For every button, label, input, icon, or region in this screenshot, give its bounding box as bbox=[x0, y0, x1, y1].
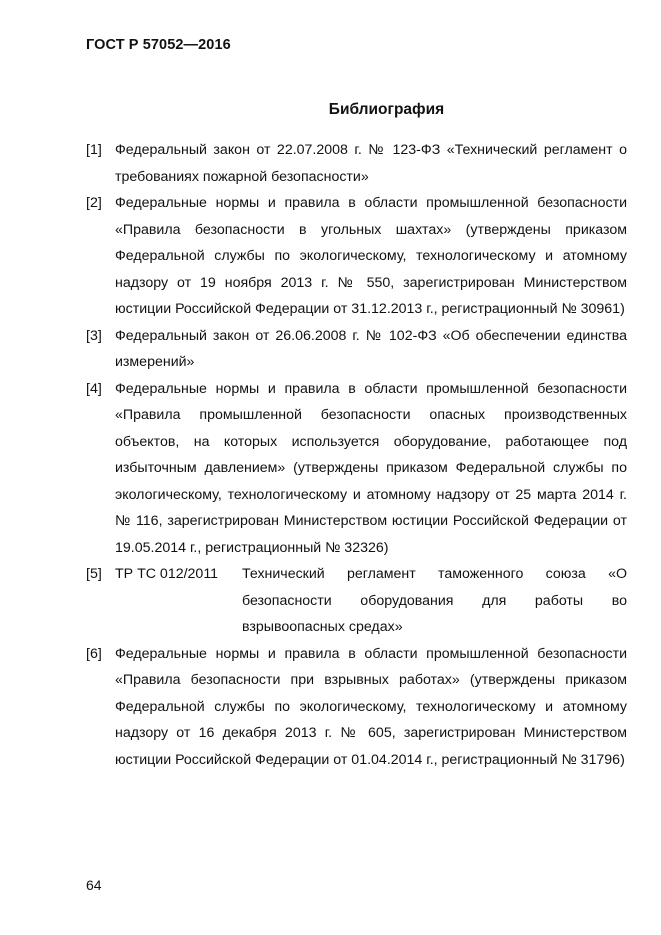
bibliography-list bbox=[86, 137, 627, 773]
bibliography-entry bbox=[86, 137, 627, 190]
page-number: 64 bbox=[86, 877, 102, 893]
document-standard-header: ГОСТ Р 57052—2016 bbox=[86, 37, 231, 53]
entry-number: [3] bbox=[86, 327, 102, 344]
bibliography-entry bbox=[86, 561, 627, 641]
entry-number: [1] bbox=[86, 142, 102, 158]
entry-text: Технический регламент таможенного союза «О безопасности оборудования для работы во взрывоопасных средах» bbox=[242, 566, 627, 635]
entry-text: Федеральные нормы и правила в области промышленной безопасности «Правила безопасности в угольных шахтах» (утверждены приказом Федеральной службы по экологическому, технологическому и атомному надзору от 19 ноября 2013 г. № 550, зарегистрирован Министерством юстиции Российской Федерации от 31.12.2013 г., регистрационный № 30961) bbox=[115, 195, 627, 317]
bibliography-entry bbox=[86, 190, 627, 323]
entry-number: [2] bbox=[86, 195, 102, 211]
entry-number: [6] bbox=[86, 645, 102, 662]
bibliography-entry bbox=[86, 323, 627, 376]
bibliography-entry bbox=[86, 641, 627, 774]
page-title: Библиография bbox=[328, 101, 445, 118]
entry-number: [4] bbox=[86, 380, 102, 397]
entry-text: Федеральные нормы и правила в области промышленной безопасности «Правила безопасности при взрывных работах» (утверждены приказом Федеральной службы по экологическому, технологическому и атомному надзору от 16 декабря 2013 г. № 605, зарегистрирован Министерством юстиции Российской Федерации от 01.04.2014 г., регистрационный № 31796) bbox=[115, 645, 627, 768]
entry-document-code: ТР ТС 012/2011 bbox=[115, 566, 219, 582]
entry-text: Федеральный закон от 22.07.2008 г. № 123-ФЗ «Технический регламент о требованиях пожарной безопасности» bbox=[115, 142, 627, 185]
entry-text: Федеральный закон от 26.06.2008 г. № 102-ФЗ «Об обеспечении единства измерений» bbox=[115, 327, 627, 370]
entry-number: [5] bbox=[86, 566, 102, 582]
entry-text: Федеральные нормы и правила в области промышленной безопасности «Правила промышленной безопасности опасных производственных объектов, на которых используется оборудование, работающее под избыточным давлением» (утверждены приказом Федеральной службы по экологическому, технологическому и атомному надзору от 25 марта 2014 г. № 116, зарегистрирован Министерством юстиции Российской Федерации от 19.05.2014 г., регистрационный № 32326) bbox=[115, 380, 627, 556]
bibliography-entry bbox=[86, 376, 627, 562]
